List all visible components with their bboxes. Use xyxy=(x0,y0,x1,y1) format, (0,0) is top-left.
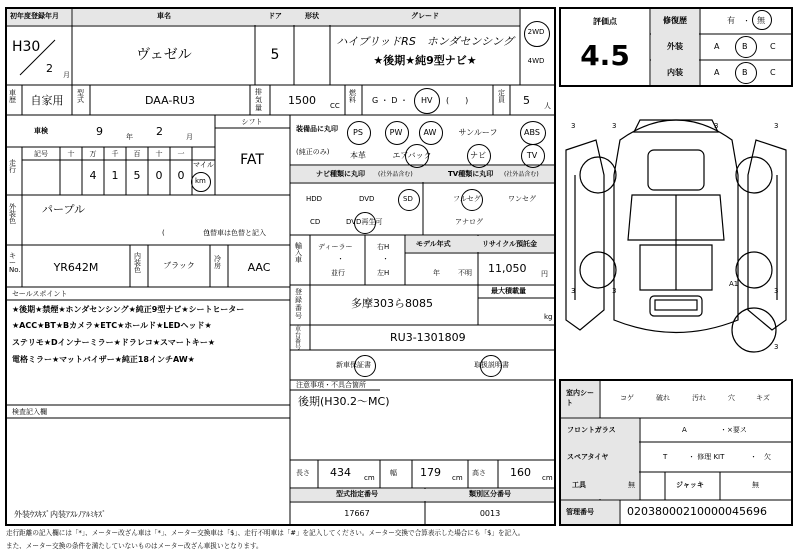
sales-line: ★ACC★BT★Bカメラ★ETC★ホールド★LEDヘッド★ xyxy=(12,321,212,330)
exterior-label: 外装 xyxy=(667,42,683,51)
color-value: パープル xyxy=(42,203,86,216)
equip-circle xyxy=(385,121,409,145)
windshield-x: ・×要ス xyxy=(720,426,747,434)
first-reg-label: 初年度登録年月 xyxy=(10,12,59,20)
tv-label: TV種類に丸印 xyxy=(448,170,494,178)
damage-mark: 3 xyxy=(612,122,617,130)
navi-hdd: HDD xyxy=(306,195,323,203)
interior-color: ブラック xyxy=(163,261,195,270)
navi-circle xyxy=(354,212,376,234)
mileage-digit: 4 xyxy=(89,169,97,182)
first-reg-month-unit: 月 xyxy=(63,71,70,79)
drive-4wd: 4WD xyxy=(527,57,545,65)
tv-note: (社外品含む) xyxy=(504,171,539,178)
import-label: 輸入車 xyxy=(295,242,302,264)
seat-item: 汚れ xyxy=(692,394,706,402)
cooler-label: 冷房 xyxy=(214,255,221,270)
repair-none: 無 xyxy=(757,16,765,25)
model-year-unit: 年 xyxy=(433,269,440,277)
damage-mark: 3 xyxy=(774,343,779,351)
height-value: 160 xyxy=(510,466,531,479)
door-label: ドア xyxy=(268,12,282,20)
repair-sep: ・ xyxy=(743,17,750,25)
key-label: キーNo. xyxy=(9,252,21,274)
fuel-label: 燃料 xyxy=(349,89,356,104)
capacity-unit: 人 xyxy=(544,102,551,110)
repair-circle xyxy=(752,10,772,30)
shape-label: 形状 xyxy=(305,12,319,20)
type-spec-label: 型式指定番号 xyxy=(336,490,378,498)
notes-value: 後期(H30.2～MC) xyxy=(298,395,390,408)
color-paren: ( ) xyxy=(162,229,210,237)
color-label: 外装色 xyxy=(9,203,16,225)
vehicle-use: 自家用 xyxy=(30,94,64,107)
mileage-code-label: 記号 xyxy=(34,150,48,158)
damage-mark: 3 xyxy=(774,122,779,130)
recycle-value: 11,050 xyxy=(488,262,527,275)
equip-circle xyxy=(520,121,546,145)
door-count: 5 xyxy=(270,47,280,63)
equip-ps: PS xyxy=(353,128,363,137)
windshield-label: フロントガラス xyxy=(567,426,616,434)
registration-value: 多摩303ら8085 xyxy=(351,297,433,310)
shift-label: シフト xyxy=(241,118,263,126)
interior-label: 内装 xyxy=(667,68,683,77)
class-label: 類別区分番号 xyxy=(469,490,511,498)
new-car-warranty: 新車保証書 xyxy=(336,361,371,369)
sales-line: ステリモ★Dインナーミラー★ドラレコ★スマートキー★ xyxy=(12,338,216,347)
equip-pw: PW xyxy=(389,128,403,137)
exterior-c: C xyxy=(770,42,776,51)
key-no: YR642M xyxy=(53,261,99,274)
seat-item: キズ xyxy=(756,394,770,402)
seat-item: コゲ xyxy=(620,394,634,402)
mileage-unit: 百 xyxy=(133,150,141,158)
mileage-unit: 十 xyxy=(67,150,75,158)
color-note: 色替車は色替と記入 xyxy=(203,229,266,237)
import-dealer: ディーラー xyxy=(318,243,353,251)
equip-circle xyxy=(405,144,429,168)
fuel-circle xyxy=(414,88,440,114)
registration-label: 登録番号 xyxy=(295,288,302,320)
import-parallel: 並行 xyxy=(331,269,345,277)
spare-t: T xyxy=(663,453,668,461)
width-label: 幅 xyxy=(390,469,397,477)
import-dot: ・ xyxy=(337,255,344,263)
mileage-label: 走行 xyxy=(9,159,16,174)
jack-value: 無 xyxy=(752,481,759,489)
km-circle xyxy=(191,172,211,192)
footer-line2: また、メーター交換の条件を満たしていないものはメーター改ざん車扱いとなります。 xyxy=(6,542,263,550)
interior-b: B xyxy=(742,68,748,77)
equip-tv: TV xyxy=(526,151,538,160)
header-bg xyxy=(73,9,519,25)
equip-sunroof: サンルーフ xyxy=(458,128,498,137)
spare-none: ・ 欠 xyxy=(750,453,771,461)
damage-mark: 3 xyxy=(774,287,779,295)
equip-circle xyxy=(419,121,443,145)
fuel-hv: HV xyxy=(421,96,433,105)
width-value: 179 xyxy=(420,466,441,479)
damage-mark: 3 xyxy=(571,122,576,130)
grade-label: グレード xyxy=(411,12,439,20)
management-value: 02038000210000045696 xyxy=(627,505,767,518)
tv-circle xyxy=(461,189,483,211)
tv-analog: アナログ xyxy=(455,218,483,226)
navi-note: (社外品含む) xyxy=(378,171,413,178)
windshield-a: A xyxy=(682,426,687,434)
fuel-paren: ( ) xyxy=(446,96,469,105)
model-label: 型式 xyxy=(77,89,84,104)
length-value: 434 xyxy=(330,466,351,479)
drive-2wd: 2WD xyxy=(527,28,545,36)
shift-value: FAT xyxy=(240,152,264,168)
import-dot: ・ xyxy=(382,255,389,263)
interior-circle xyxy=(735,62,757,84)
score-value: 4.5 xyxy=(580,39,630,72)
capacity: 5 xyxy=(523,94,530,107)
chassis-value: RU3-1301809 xyxy=(390,331,466,344)
cooler: AAC xyxy=(247,261,271,274)
length-unit: cm xyxy=(364,474,375,482)
max-load-unit: kg xyxy=(544,313,553,321)
inspector-label: 検査記入欄 xyxy=(12,408,47,416)
mileage-digit: 5 xyxy=(133,169,141,182)
footer-line1: 走行距離の記入欄には「*」、メーター改ざん車は「*」、メーター交換車は「$」、走行不明車は「#」を記入してください。メーター交換で合算表示した場合にも「$」を記入。 xyxy=(6,529,525,537)
car-name: ヴェゼル xyxy=(136,47,192,63)
inspection-year: 9 xyxy=(96,125,103,138)
import-left-h: 左H xyxy=(377,269,390,277)
model-year-label: モデル年式 xyxy=(416,240,451,248)
grade-line1: ハイブリッドRS ホンダセンシング xyxy=(336,35,514,48)
first-reg-month: 2 xyxy=(46,62,53,75)
exterior-circle xyxy=(735,36,757,58)
seat-label: 室内シート xyxy=(566,389,594,407)
seat-item: 穴 xyxy=(728,394,735,402)
damage-a1: A1 xyxy=(729,280,739,288)
mileage-unit: 千 xyxy=(111,150,119,158)
navi-cd: CD xyxy=(310,218,321,226)
equipment-label: 装備品に丸印 xyxy=(296,125,338,133)
navi-dvd: DVD xyxy=(359,195,375,203)
model-year-unknown: 不明 xyxy=(458,269,472,277)
repair-yes: 有 xyxy=(727,16,735,25)
score-label: 評価点 xyxy=(593,17,617,26)
seat-item: 破れ xyxy=(656,394,670,402)
interior-color-label: 内装色 xyxy=(134,252,141,274)
tv-oneseg: ワンセグ xyxy=(508,195,536,203)
length-label: 長さ xyxy=(296,469,310,477)
first-reg-year: H30 xyxy=(12,39,41,55)
fuel-options: G ・ D ・ xyxy=(372,96,408,105)
damage-mark: 3 xyxy=(571,287,576,295)
mileage-unit: 万 xyxy=(89,150,97,158)
type-spec-value: 17667 xyxy=(344,509,370,518)
navi-circle xyxy=(398,189,420,211)
sales-line: 電格ミラー★マットバイザー★純正18インチAW★ xyxy=(12,355,195,364)
exterior-a: A xyxy=(714,42,720,51)
damage-mark: 3 xyxy=(714,122,719,130)
inspector-value: 外装ｳｽｷｽﾞ内装ｱｽﾚﾉｱﾙﾐｷｽﾞ xyxy=(14,510,106,519)
equip-aw: AW xyxy=(423,128,437,137)
manual: 取扱説明書 xyxy=(474,361,509,369)
inspection-month-unit: 月 xyxy=(186,133,193,141)
inspection-month: 2 xyxy=(156,125,163,138)
management-label: 管理番号 xyxy=(566,508,594,516)
interior-c: C xyxy=(770,68,776,77)
width-unit: cm xyxy=(452,474,463,482)
equipment-sub: (純正のみ) xyxy=(296,148,330,156)
height-label: 高さ xyxy=(472,469,486,477)
equip-circle xyxy=(347,121,371,145)
mileage-digit: 1 xyxy=(111,169,119,182)
mileage-unit: 十 xyxy=(155,150,163,158)
equip-circle xyxy=(521,144,545,168)
repair-label: 修復歴 xyxy=(663,16,687,25)
equip-leather: 本革 xyxy=(350,151,366,160)
recycle-label: リサイクル預託金 xyxy=(482,240,538,248)
tools-label: 工具 xyxy=(572,481,586,489)
manual-circle xyxy=(480,355,502,377)
displacement-unit: CC xyxy=(330,102,340,110)
vehicle-use-label: 車歴 xyxy=(9,89,16,104)
mileage-unit: 一 xyxy=(177,150,185,158)
exterior-b: B xyxy=(742,42,748,51)
car-name-label: 車名 xyxy=(157,12,171,20)
spec-header-bg xyxy=(291,489,554,501)
notes-label: 注意事項・不具合箇所 xyxy=(296,381,366,389)
displacement-label: 排気量 xyxy=(255,88,262,112)
height-unit: cm xyxy=(542,474,553,482)
model: DAA-RU3 xyxy=(144,94,196,107)
mileage-digit: 0 xyxy=(155,169,163,182)
mile-label: マイル xyxy=(193,161,214,169)
km-label: km xyxy=(195,177,206,185)
mileage-digit: 0 xyxy=(177,169,185,182)
class-value: 0013 xyxy=(479,509,501,518)
inspection-year-unit: 年 xyxy=(126,133,133,141)
import-right-h: 右H xyxy=(377,243,390,251)
navi-sd: SD xyxy=(403,195,413,203)
equip-navi: ナビ xyxy=(470,151,486,160)
equip-abs: ABS xyxy=(524,128,540,137)
capacity-label: 定員 xyxy=(498,89,505,104)
recycle-yen: 円 xyxy=(541,270,548,278)
displacement: 1500 xyxy=(288,94,316,107)
max-load-label: 最大積載量 xyxy=(491,287,526,295)
equip-airbag: エアバック xyxy=(392,151,432,160)
spare-label: スペアタイヤ xyxy=(567,453,609,461)
sales-points-label: セールスポイント xyxy=(12,290,68,298)
chassis-label: 車台番号 xyxy=(295,326,302,351)
equip-circle xyxy=(467,144,491,168)
jack-label: ジャッキ xyxy=(676,481,704,489)
navi-label: ナビ種類に丸印 xyxy=(316,170,365,178)
tools-value: 無 xyxy=(628,481,635,489)
tv-fullseg: フルセグ xyxy=(453,195,481,203)
grade-line2: ★後期★純9型ナビ★ xyxy=(373,54,477,67)
spare-kit: ・ 修理 KIT xyxy=(688,453,725,461)
sales-line: ★後期★禁煙★ホンダセンシング★純正9型ナビ★シートヒーター xyxy=(12,305,245,314)
inspection-label: 車検 xyxy=(34,127,48,135)
interior-a: A xyxy=(714,68,720,77)
navi-dvd-play: DVD再生可 xyxy=(346,218,383,226)
warranty-circle xyxy=(354,355,376,377)
damage-mark: 3 xyxy=(612,287,617,295)
